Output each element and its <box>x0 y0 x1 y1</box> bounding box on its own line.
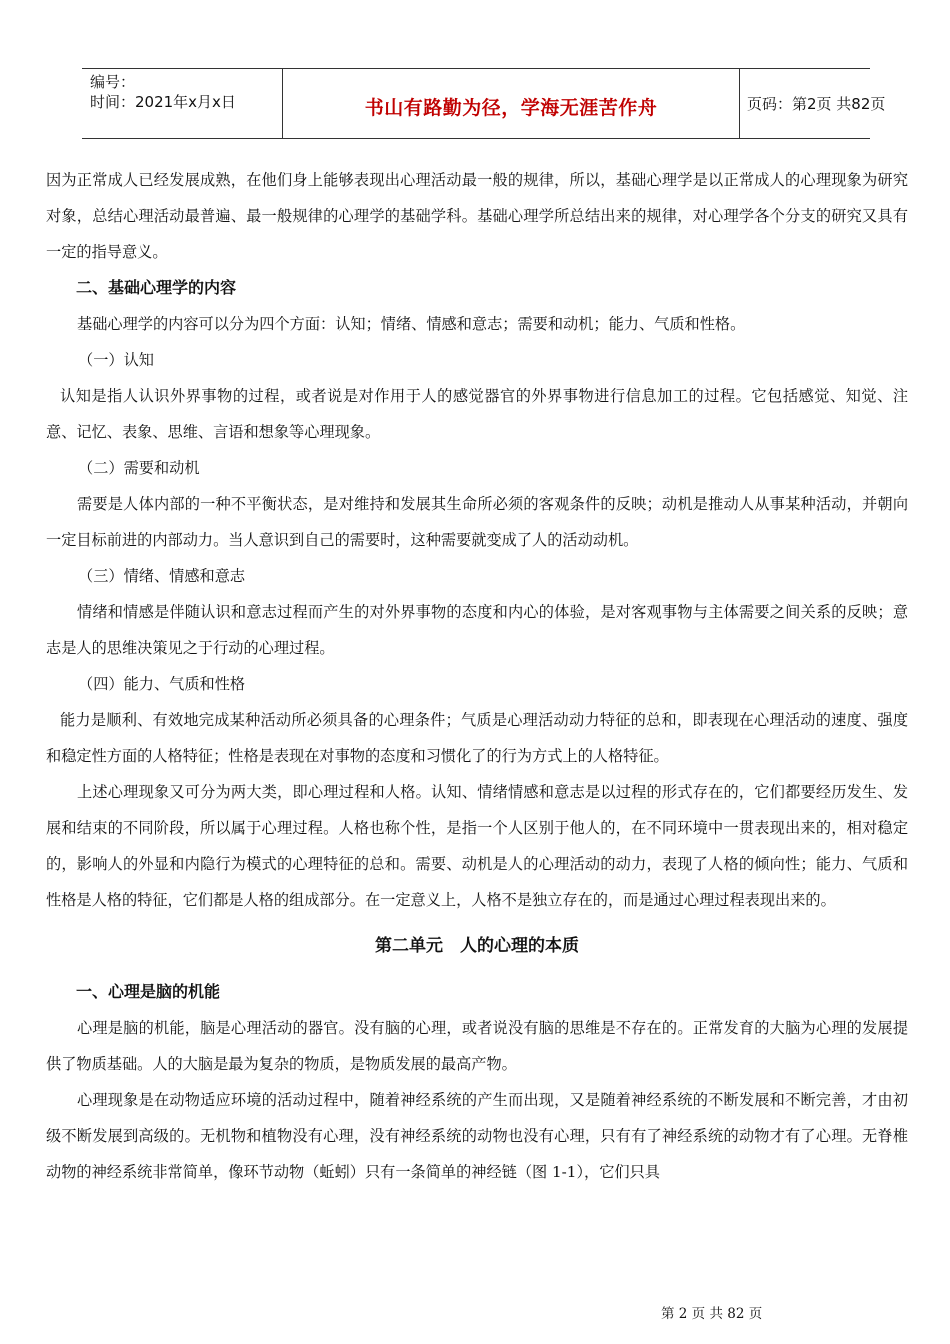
subsection-heading: （三）情绪、情感和意志 <box>78 567 246 585</box>
doc-date-label: 时间：2021年x月x日 <box>90 93 236 111</box>
paragraph: 认知是指人认识外界事物的过程，或者说是对作用于人的感觉器官的外界事物进行信息加工的过程。它包括感觉、知觉、注意、记忆、表象、思维、言语和想象等心理现象。 <box>46 387 908 441</box>
paragraph: 需要是人体内部的一种不平衡状态，是对维持和发展其生命所必须的客观条件的反映；动机是推动人从事某种活动，并朝向一定目标前进的内部动力。当人意识到自己的需要时，这种需要就变成了人的活动动机。 <box>46 495 908 549</box>
unit-title: 第二单元 人的心理的本质 <box>375 936 579 956</box>
paragraph: 情绪和情感是伴随认识和意志过程而产生的对外界事物的态度和内心的体验，是对客观事物与主体需要之间关系的反映；意志是人的思维决策见之于行动的心理过程。 <box>46 603 908 657</box>
page-footer: 第 2 页 共 82 页 <box>661 1306 763 1322</box>
header-page-info: 页码：第2页 共82页 <box>747 95 886 113</box>
header-meta-cell <box>82 69 282 138</box>
paragraph: 上述心理现象又可分为两大类，即心理过程和人格。认知、情绪情感和意志是以过程的形式存在的，它们都要经历发生、发展和结束的不同阶段，所以属于心理过程。人格也称个性，是指一个人区别于他人的，在不同环境中一贯表现出来的，相对稳定的，影响人的外显和内隐行为模式的心理特征的总和。需要、动机是人的心理活动的动力，表现了人格的倾向性；能力、气质和性格是人格的特征，它们都是人格的组成部分。在一定意义上，人格不是独立存在的，而是通过心理过程表现出来的。 <box>46 783 908 909</box>
section-heading: 二、基础心理学的内容 <box>76 278 237 297</box>
page-header <box>82 68 886 139</box>
header-page-cell <box>739 69 886 138</box>
subsection-heading: （一）认知 <box>78 351 154 369</box>
section-heading: 一、心理是脑的机能 <box>76 982 221 1001</box>
header-motto-cell <box>282 69 740 138</box>
document-body <box>46 162 908 1190</box>
paragraph: 心理现象是在动物适应环境的活动过程中，随着神经系统的产生而出现，又是随着神经系统的不断发展和不断完善，才由初级不断发展到高级的。无机物和植物没有心理，没有神经系统的动物也没有心理，只有有了神经系统的动物才有了心理。无脊椎动物的神经系统非常简单，像环节动物（蚯蚓）只有一条简单的神经链（图 1-1），它们只具 <box>46 1091 908 1181</box>
paragraph: 基础心理学的内容可以分为四个方面：认知；情绪、情感和意志；需要和动机；能力、气质和性格。 <box>77 315 746 333</box>
paragraph: 心理是脑的机能，脑是心理活动的器官。没有脑的心理，或者说没有脑的思维是不存在的。正常发育的大脑为心理的发展提供了物质基础。人的大脑是最为复杂的物质，是物质发展的最高产物。 <box>46 1019 908 1073</box>
paragraph: 能力是顺利、有效地完成某种活动所必须具备的心理条件；气质是心理活动动力特征的总和，即表现在心理活动的速度、强度和稳定性方面的人格特征；性格是表现在对事物的态度和习惯化了的行为方式上的人格特征。 <box>46 711 908 765</box>
header-motto: 书山有路勤为径，学海无涯苦作舟 <box>364 97 658 119</box>
subsection-heading: （二）需要和动机 <box>78 459 200 477</box>
doc-number-label: 编号： <box>90 73 136 91</box>
subsection-heading: （四）能力、气质和性格 <box>78 675 246 693</box>
paragraph: 因为正常成人已经发展成熟，在他们身上能够表现出心理活动最一般的规律，所以，基础心理学是以正常成人的心理现象为研究对象，总结心理活动最普遍、最一般规律的心理学的基础学科。基础心理学所总结出来的规律，对心理学各个分支的研究又具有一定的指导意义。 <box>46 171 908 261</box>
